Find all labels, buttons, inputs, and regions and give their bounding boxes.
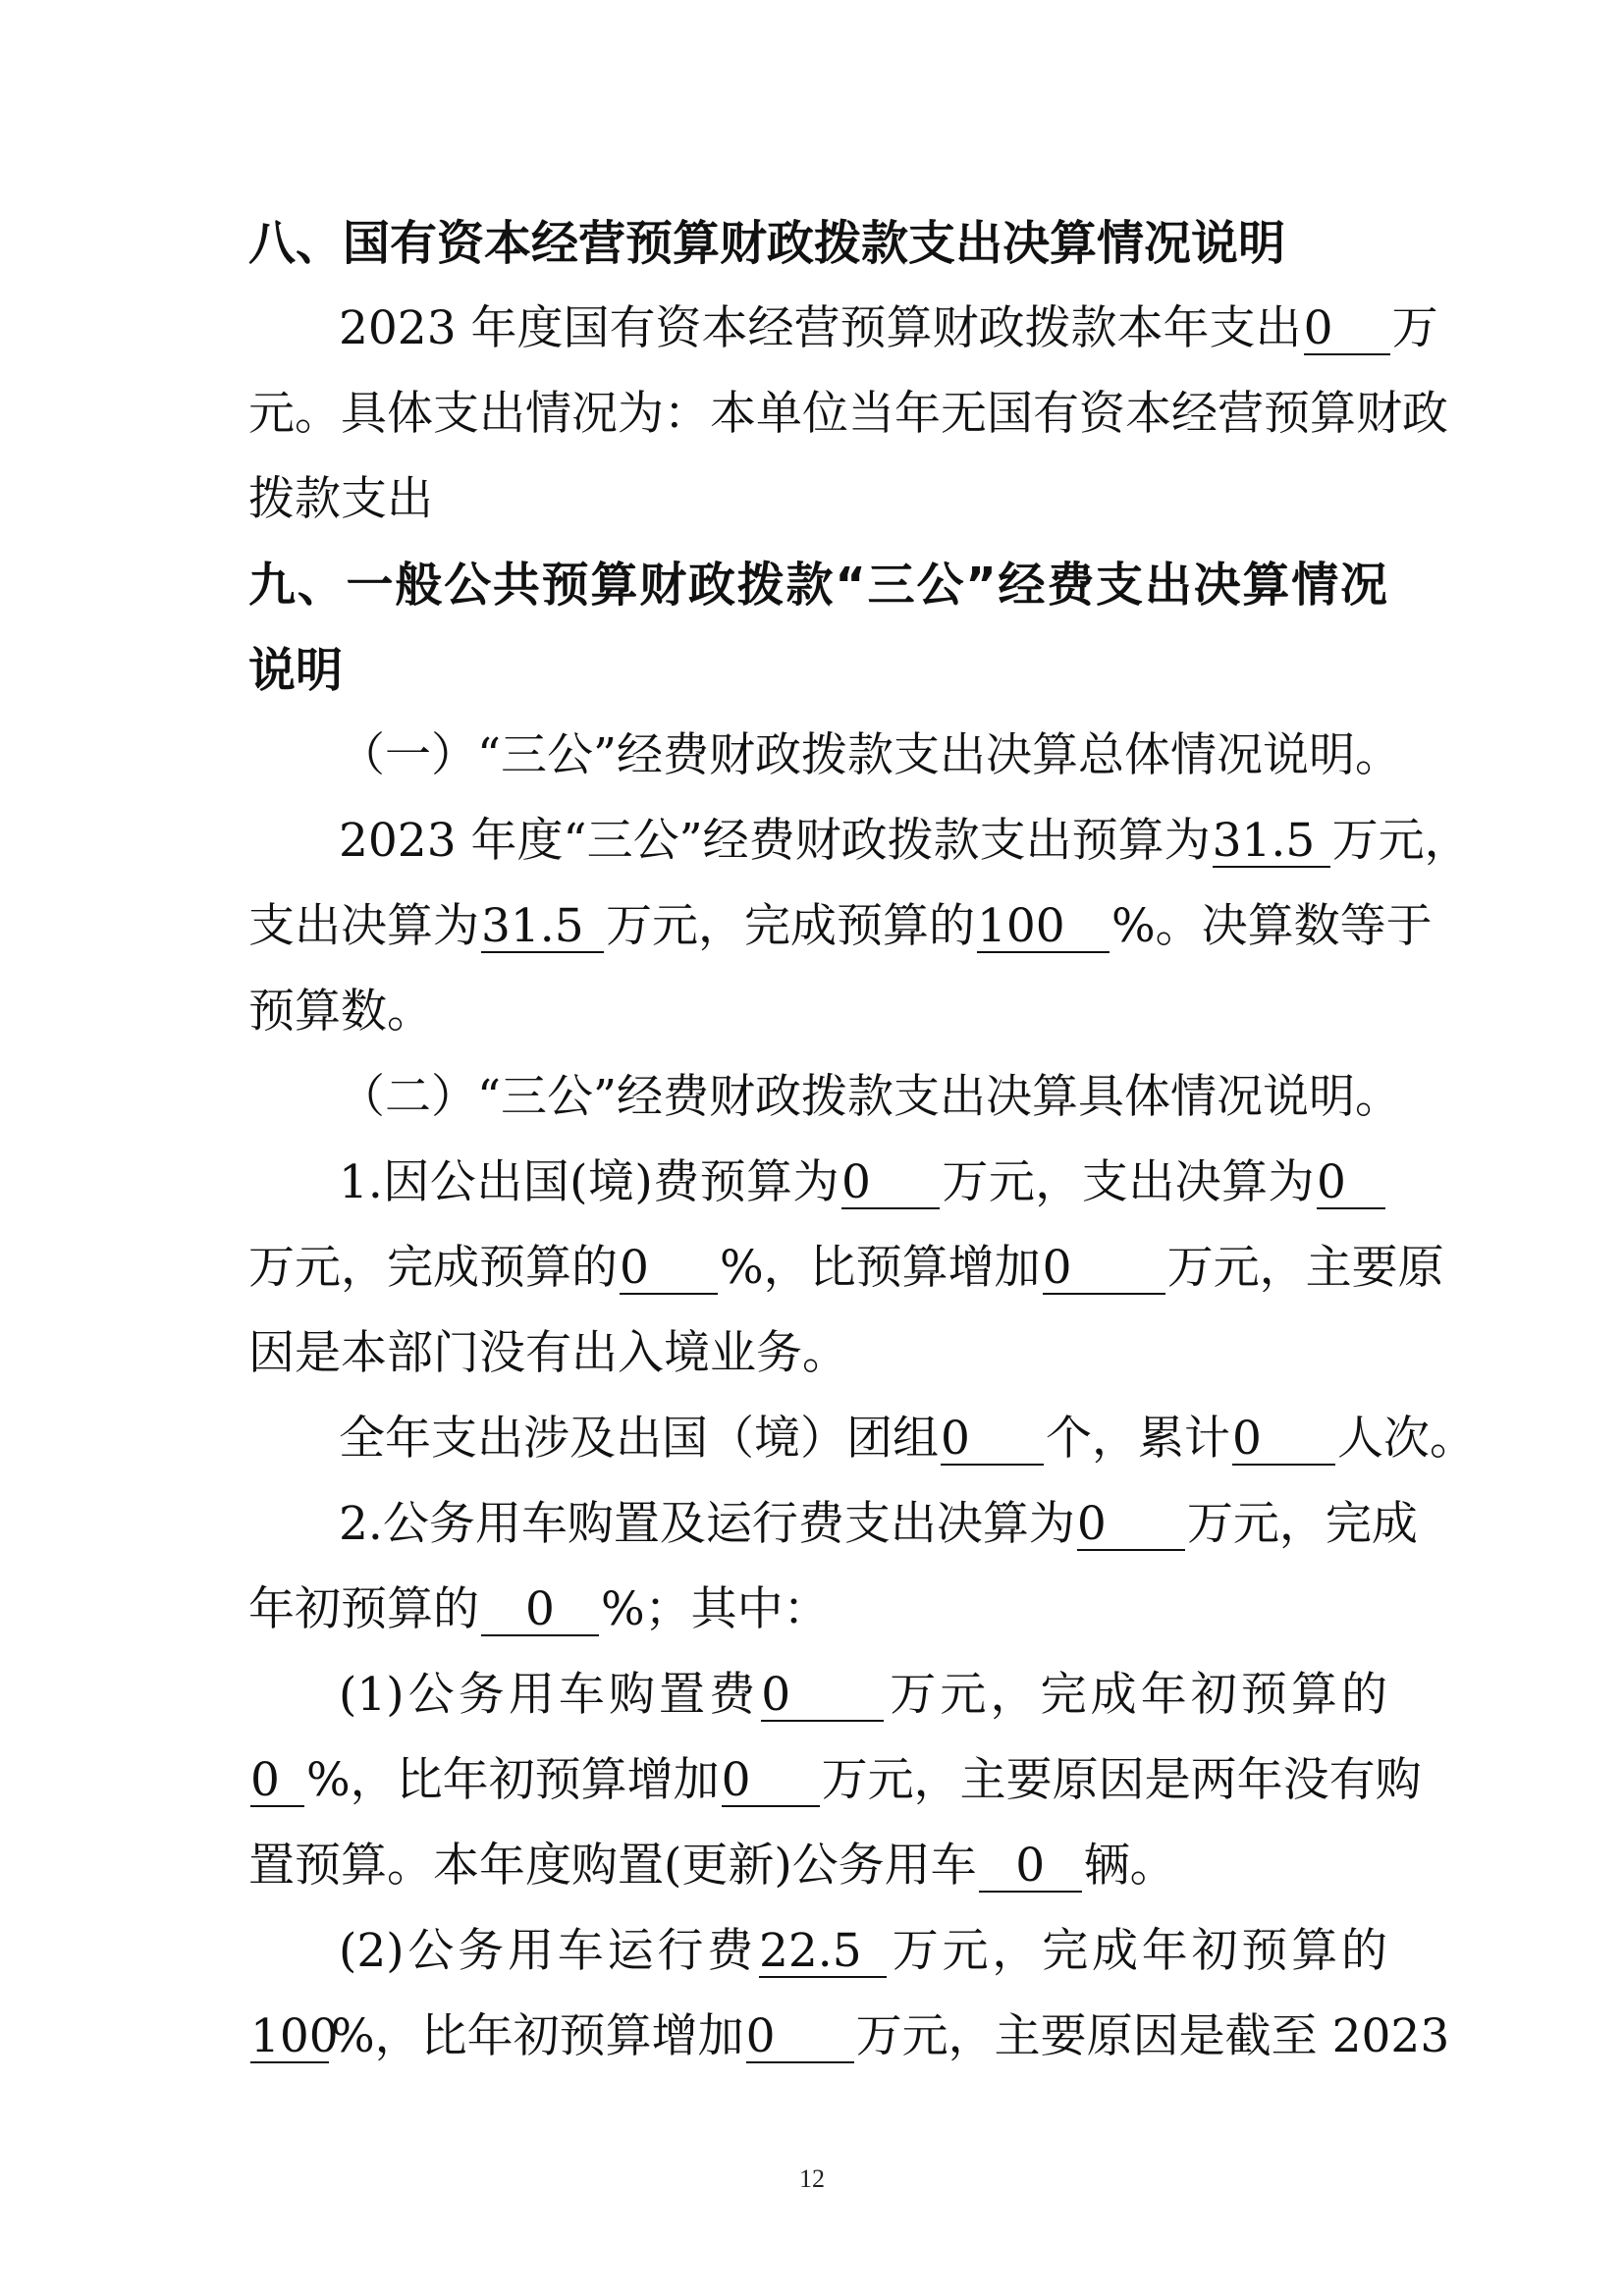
text: 万元，完成预算的	[248, 1241, 618, 1295]
text: 万元，完成	[1186, 1497, 1418, 1551]
paragraph-line	[248, 1751, 1422, 1810]
filled-blank: 0	[1317, 1158, 1385, 1209]
text: 2023 年度“三公”经费财政拨款支出预算为	[339, 814, 1211, 868]
paragraph-line	[248, 1239, 1444, 1298]
text: 万元，完成预算的	[606, 899, 975, 953]
filled-blank: 100	[977, 902, 1110, 953]
paragraph-line: 元。具体支出情况为：本单位当年无国有资本经营预算财政	[248, 387, 1448, 441]
text: 年初预算的	[248, 1582, 479, 1636]
filled-blank: 0	[1304, 304, 1390, 355]
paragraph-line	[339, 1922, 1387, 1981]
paragraph-line: 因是本部门没有出入境业务。	[248, 1326, 848, 1380]
text: 万元，完成年初预算的	[889, 1924, 1388, 1978]
text: 置预算。本年度购置(更新)公务用车	[248, 1839, 977, 1893]
text: 全年支出涉及出国（境）团组	[339, 1412, 939, 1466]
filled-blank: 0	[481, 1585, 599, 1636]
section-heading-9-cont: 说明	[248, 643, 344, 698]
filled-blank: 0	[1077, 1500, 1185, 1551]
page-number: 12	[799, 2164, 825, 2193]
paragraph-line: 拨款支出	[248, 472, 433, 526]
text: 万元，主要原	[1166, 1241, 1444, 1295]
filled-blank: 0	[841, 1158, 940, 1209]
paragraph-line	[339, 299, 1438, 358]
paragraph-line	[339, 1666, 1387, 1725]
text: 辆。	[1083, 1839, 1176, 1893]
text: 万元，完成年初预算的	[886, 1668, 1388, 1722]
text: (1)公务用车购置费	[339, 1668, 760, 1722]
text: 万	[1391, 301, 1438, 355]
filled-blank: 0	[1043, 1244, 1165, 1295]
subheading-1: （一）“三公”经费财政拨款支出决算总体情况说明。	[339, 728, 1402, 782]
text: 2.公务用车购置及运行费支出决算为	[339, 1497, 1075, 1551]
paragraph-line	[248, 1837, 1176, 1896]
filled-blank: 0	[761, 1671, 884, 1722]
filled-blank: 0	[1232, 1415, 1335, 1466]
filled-blank: 31.5	[1213, 817, 1330, 868]
text: 万元，	[1331, 814, 1471, 868]
section-heading-9: 九、一般公共预算财政拨款“三公”经费支出决算情况	[248, 558, 1387, 613]
filled-blank: 0	[722, 1756, 820, 1807]
text: (2)公务用车运行费	[339, 1924, 757, 1978]
text: 万元，支出决算为	[941, 1155, 1316, 1209]
text: %。决算数等于	[1111, 899, 1433, 953]
paragraph-line	[248, 1580, 830, 1639]
text: 2023 年度国有资本经营预算财政拨款本年支出	[339, 301, 1302, 355]
filled-blank: 0	[979, 1842, 1082, 1893]
paragraph-line	[339, 812, 1471, 871]
text: %，比预算增加	[720, 1241, 1041, 1295]
paragraph-line	[339, 1153, 1387, 1212]
text: 万元，主要原因是两年没有购	[821, 1753, 1422, 1807]
text: 1.因公出国(境)费预算为	[339, 1155, 839, 1209]
text: %，比年初预算增加	[306, 1753, 720, 1807]
text: 个，累计	[1046, 1412, 1230, 1466]
paragraph-line	[339, 1495, 1418, 1554]
filled-blank: 31.5	[481, 902, 604, 953]
filled-blank: 0	[941, 1415, 1044, 1466]
text: %；其中：	[601, 1582, 830, 1636]
paragraph-line	[339, 1410, 1476, 1468]
filled-blank: 100	[250, 2009, 339, 2063]
text: 万元，主要原因是截至 2023	[855, 2009, 1450, 2063]
paragraph-line: 预算数。	[248, 985, 433, 1039]
filled-blank: 22.5	[759, 1927, 887, 1978]
paragraph-line	[248, 2007, 1450, 2066]
section-heading-8: 八、国有资本经营预算财政拨款支出决算情况说明	[248, 216, 1286, 271]
filled-blank: 0	[746, 2012, 854, 2063]
subheading-2: （二）“三公”经费财政拨款支出决算具体情况说明。	[339, 1070, 1402, 1124]
paragraph-line	[248, 897, 1433, 956]
text: 人次。	[1337, 1412, 1476, 1466]
filled-blank: 0	[250, 1756, 304, 1807]
text: %，比年初预算增加	[331, 2009, 744, 2063]
text: 支出决算为	[248, 899, 479, 953]
filled-blank: 0	[620, 1244, 718, 1295]
